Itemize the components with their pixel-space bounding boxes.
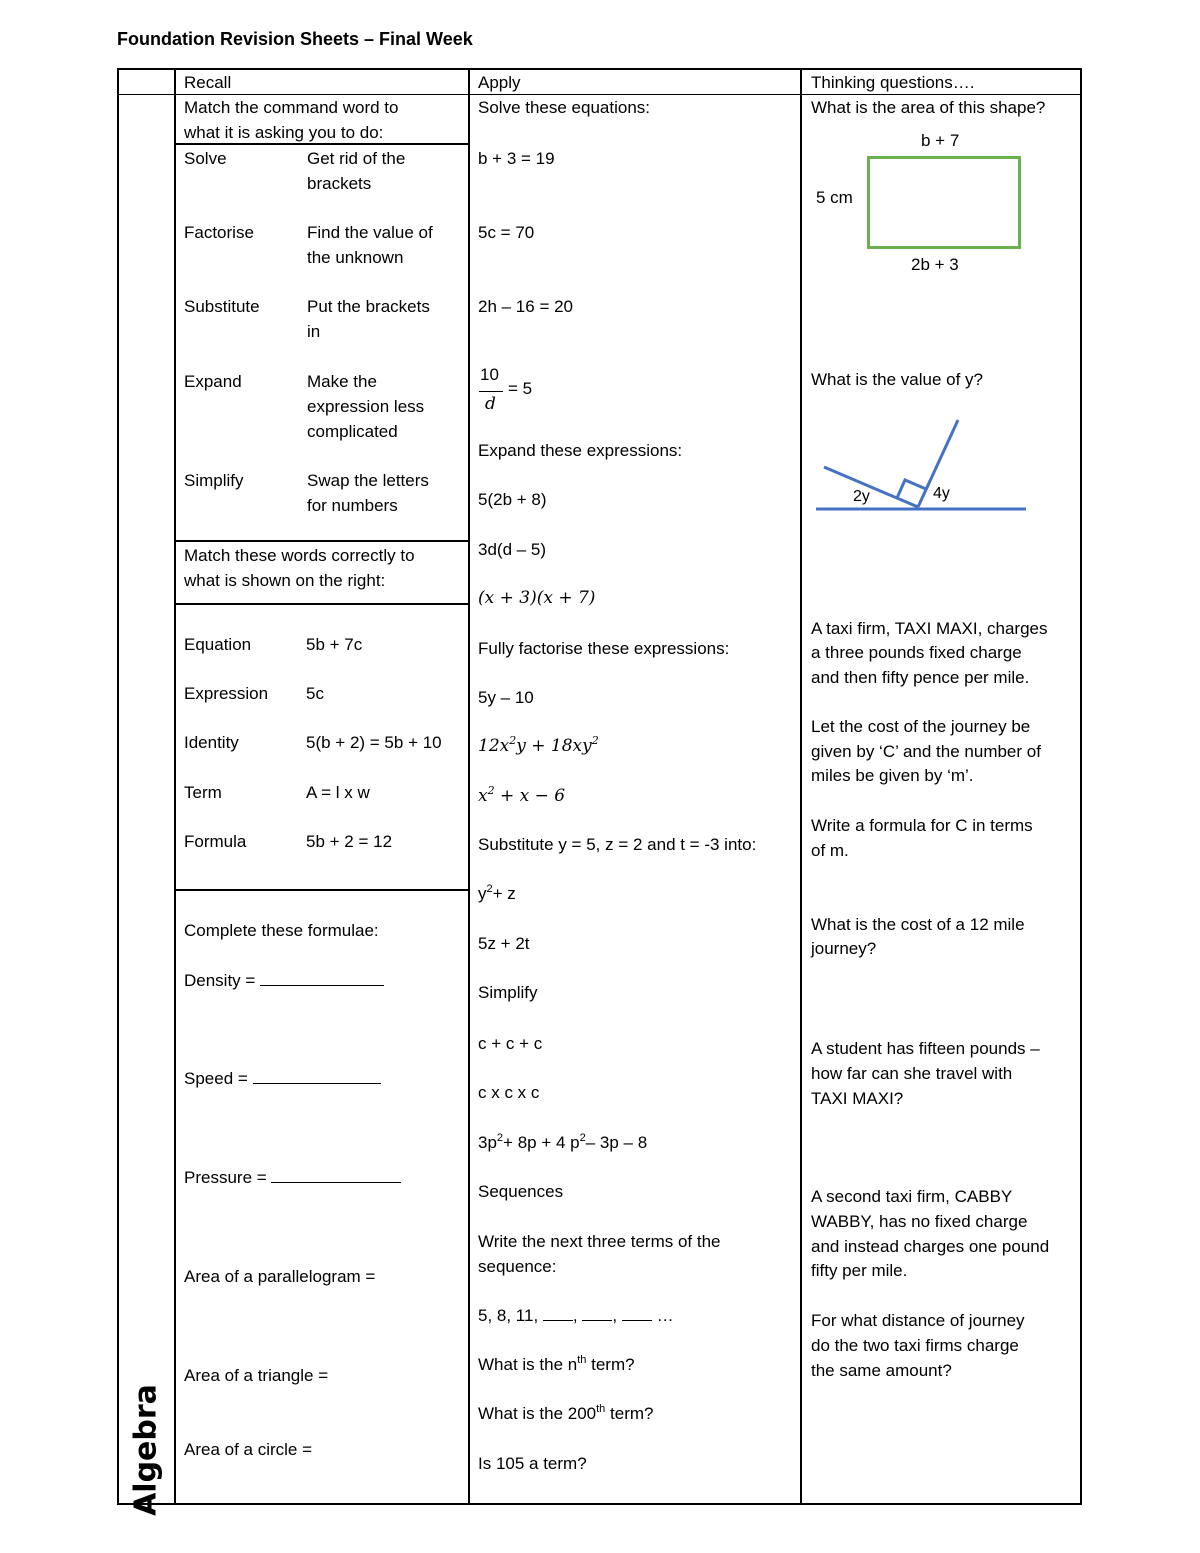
- equation-2: 5c = 70: [478, 223, 535, 242]
- header-apply: Apply: [478, 73, 521, 92]
- match-command-heading-2: what it is asking you to do:: [184, 123, 384, 142]
- same-amount-question: do the two taxi firms charge: [811, 1336, 1019, 1355]
- table-right-border: [1080, 68, 1082, 1505]
- column-divider-2: [468, 68, 470, 1505]
- density-label: Density =: [184, 971, 256, 990]
- command-meaning: in: [307, 322, 321, 341]
- command-meaning: Get rid of the: [307, 149, 406, 168]
- simplify-2: c x c x c: [478, 1083, 540, 1102]
- cost-question-2: journey?: [811, 939, 877, 958]
- complete-formulae-heading: Complete these formulae:: [184, 921, 379, 940]
- simplify-3: [478, 1130, 647, 1155]
- cost-definition-line: Let the cost of the journey be: [811, 717, 1031, 736]
- cost-question: What is the cost of a 12 mile: [811, 915, 1025, 934]
- speed-blank: [253, 1069, 381, 1084]
- sequence-blank: [582, 1306, 612, 1321]
- second-firm-line: and instead charges one pound: [811, 1237, 1050, 1256]
- area-question: What is the area of this shape?: [811, 98, 1046, 117]
- vocab-example: 5(b + 2) = 5b + 10: [306, 733, 442, 752]
- page-title: Foundation Revision Sheets – Final Week: [117, 29, 473, 49]
- sequence-separator: ,: [612, 1306, 618, 1325]
- sequence-ellipsis: …: [656, 1306, 674, 1325]
- match-words-heading: Match these words correctly to: [184, 546, 415, 565]
- taxi-maxi-line: A taxi firm, TAXI MAXI, charges: [811, 619, 1048, 638]
- nth-term-text: What is the n: [478, 1355, 578, 1374]
- column-divider-3: [800, 68, 802, 1505]
- factorise-2-part: y + 18xy: [516, 736, 592, 756]
- vocab-example: 5b + 2 = 12: [306, 832, 393, 851]
- factorise-2: [478, 734, 599, 759]
- command-meaning: complicated: [307, 422, 398, 441]
- command-meaning: for numbers: [307, 496, 398, 515]
- command-word: Expand: [184, 372, 242, 391]
- command-meaning: Put the brackets: [307, 297, 430, 316]
- match-words-heading-2: what is shown on the right:: [184, 571, 386, 590]
- rectangle-shape: [867, 156, 1021, 249]
- substitute-1: [478, 881, 516, 906]
- rectangle-bottom-label: 2b + 3: [911, 255, 959, 274]
- angle-left-label: 2y: [853, 488, 870, 505]
- vocab-word: Expression: [184, 684, 269, 703]
- taxi-maxi-line: and then fifty pence per mile.: [811, 668, 1030, 687]
- simplify-1: c + c + c: [478, 1034, 543, 1053]
- substitute-1-part: y: [478, 884, 487, 903]
- vocab-example: A = l x w: [306, 783, 370, 802]
- fraction-denominator: d: [485, 394, 496, 414]
- cost-definition-line: given by ‘C’ and the number of: [811, 742, 1041, 761]
- 200th-term-question: [478, 1401, 654, 1426]
- fraction-bar: [479, 391, 503, 392]
- command-meaning: Swap the letters: [307, 471, 429, 490]
- sequence-question-2: sequence:: [478, 1257, 557, 1276]
- nth-term-text: term?: [586, 1355, 635, 1374]
- table-bottom-border: [117, 1503, 1082, 1505]
- second-firm-line: fifty per mile.: [811, 1261, 908, 1280]
- substitute-heading: Substitute y = 5, z = 2 and t = -3 into:: [478, 835, 757, 854]
- nth-term-suffix: th: [577, 1354, 587, 1366]
- command-meaning: Make the: [307, 372, 377, 391]
- section-label-algebra: Algebra: [128, 1384, 164, 1516]
- left-ray: [824, 467, 918, 507]
- simplify-3-part: – 3p – 8: [585, 1133, 648, 1152]
- table-left-border: [117, 68, 119, 1505]
- recall-divider-2: [174, 540, 469, 542]
- triangle-area: Area of a triangle =: [184, 1366, 329, 1385]
- vocab-example: 5c: [306, 684, 324, 703]
- command-meaning: brackets: [307, 174, 372, 193]
- 200th-term-suffix: th: [596, 1403, 606, 1415]
- angle-diagram: [810, 410, 1035, 520]
- second-firm-line: WABBY, has no fixed charge: [811, 1212, 1028, 1231]
- simplify-3-part: + 8p + 4 p: [503, 1133, 580, 1152]
- command-word: Factorise: [184, 223, 254, 242]
- formula-question: Write a formula for C in terms: [811, 816, 1033, 835]
- speed-label: Speed =: [184, 1069, 248, 1088]
- factorise-3-power: 2: [487, 784, 495, 797]
- vocab-word: Equation: [184, 635, 252, 654]
- command-meaning: expression less: [307, 397, 425, 416]
- student-question: how far can she travel with: [811, 1064, 1013, 1083]
- expand-heading: Expand these expressions:: [478, 441, 683, 460]
- column-divider-1: [174, 68, 176, 1505]
- same-amount-question: the same amount?: [811, 1361, 952, 1380]
- factorise-2-part: 12x: [478, 736, 510, 756]
- second-firm-line: A second taxi firm, CABBY: [811, 1187, 1013, 1206]
- y-value-question: What is the value of y?: [811, 370, 983, 389]
- fraction-rhs: = 5: [508, 379, 533, 398]
- substitute-1-power: 2: [486, 883, 493, 895]
- recall-divider-4: [174, 889, 469, 891]
- circle-area: Area of a circle =: [184, 1440, 313, 1459]
- density-formula: [184, 968, 384, 993]
- sequence-blank: [543, 1306, 573, 1321]
- factorise-3-part: + x − 6: [494, 786, 566, 806]
- sequence-blank: [622, 1306, 652, 1321]
- simplify-heading: Simplify: [478, 983, 538, 1002]
- command-word: Simplify: [184, 471, 244, 490]
- vocab-word: Formula: [184, 832, 247, 851]
- solve-heading: Solve these equations:: [478, 98, 651, 117]
- expand-1: 5(2b + 8): [478, 490, 547, 509]
- command-word: Solve: [184, 149, 227, 168]
- simplify-3-power: 2: [496, 1132, 504, 1144]
- student-question: TAXI MAXI?: [811, 1089, 904, 1108]
- command-meaning: the unknown: [307, 248, 404, 267]
- same-amount-question: For what distance of journey: [811, 1311, 1025, 1330]
- factorise-1: 5y – 10: [478, 688, 534, 707]
- rectangle-top-label: b + 7: [921, 131, 960, 150]
- equation-3: 2h – 16 = 20: [478, 297, 574, 316]
- simplify-3-part: 3p: [478, 1133, 497, 1152]
- vocab-word: Identity: [184, 733, 239, 752]
- expand-3: (x + 3)(x + 7): [478, 588, 596, 608]
- nth-term-question: [478, 1352, 635, 1377]
- right-angle-marker: [897, 480, 926, 498]
- fraction-numerator: 10: [480, 365, 499, 384]
- taxi-maxi-line: a three pounds fixed charge: [811, 643, 1022, 662]
- pressure-blank: [271, 1168, 401, 1183]
- sequences-heading: Sequences: [478, 1182, 564, 1201]
- factorise-3-part: x: [478, 786, 488, 806]
- 200th-term-text: What is the 200: [478, 1404, 597, 1423]
- rectangle-left-label: 5 cm: [816, 188, 853, 207]
- sequence-question: Write the next three terms of the: [478, 1232, 721, 1251]
- factorise-3: [478, 784, 565, 809]
- formula-question-2: of m.: [811, 841, 849, 860]
- header-recall: Recall: [184, 73, 232, 92]
- pressure-formula: [184, 1165, 401, 1190]
- header-thinking: Thinking questions….: [811, 73, 975, 92]
- recall-divider-3: [174, 603, 469, 605]
- expand-2: 3d(d – 5): [478, 540, 547, 559]
- sequence-given-terms: 5, 8, 11,: [478, 1306, 539, 1325]
- is-105-question: Is 105 a term?: [478, 1454, 587, 1473]
- factorise-2-power: 2: [509, 734, 517, 747]
- angle-right-label: 4y: [933, 485, 950, 502]
- factorise-2-power: 2: [591, 734, 599, 747]
- vocab-word: Term: [184, 783, 222, 802]
- student-question: A student has fifteen pounds –: [811, 1039, 1040, 1058]
- command-word: Substitute: [184, 297, 260, 316]
- equation-1: b + 3 = 19: [478, 149, 555, 168]
- substitute-2: 5z + 2t: [478, 934, 530, 953]
- density-blank: [260, 971, 384, 986]
- sequence-separator: ,: [572, 1306, 578, 1325]
- cost-definition-line: miles be given by ‘m’.: [811, 766, 974, 785]
- match-command-heading: Match the command word to: [184, 98, 399, 117]
- 200th-term-text: term?: [605, 1404, 654, 1423]
- factorise-heading: Fully factorise these expressions:: [478, 639, 730, 658]
- simplify-3-power: 2: [579, 1132, 586, 1144]
- sequence-terms: [478, 1303, 674, 1328]
- command-meaning: Find the value of: [307, 223, 433, 242]
- parallelogram-area: Area of a parallelogram =: [184, 1267, 376, 1286]
- vocab-example: 5b + 7c: [306, 635, 363, 654]
- pressure-label: Pressure =: [184, 1168, 267, 1187]
- substitute-1-part: + z: [492, 884, 516, 903]
- speed-formula: [184, 1066, 381, 1091]
